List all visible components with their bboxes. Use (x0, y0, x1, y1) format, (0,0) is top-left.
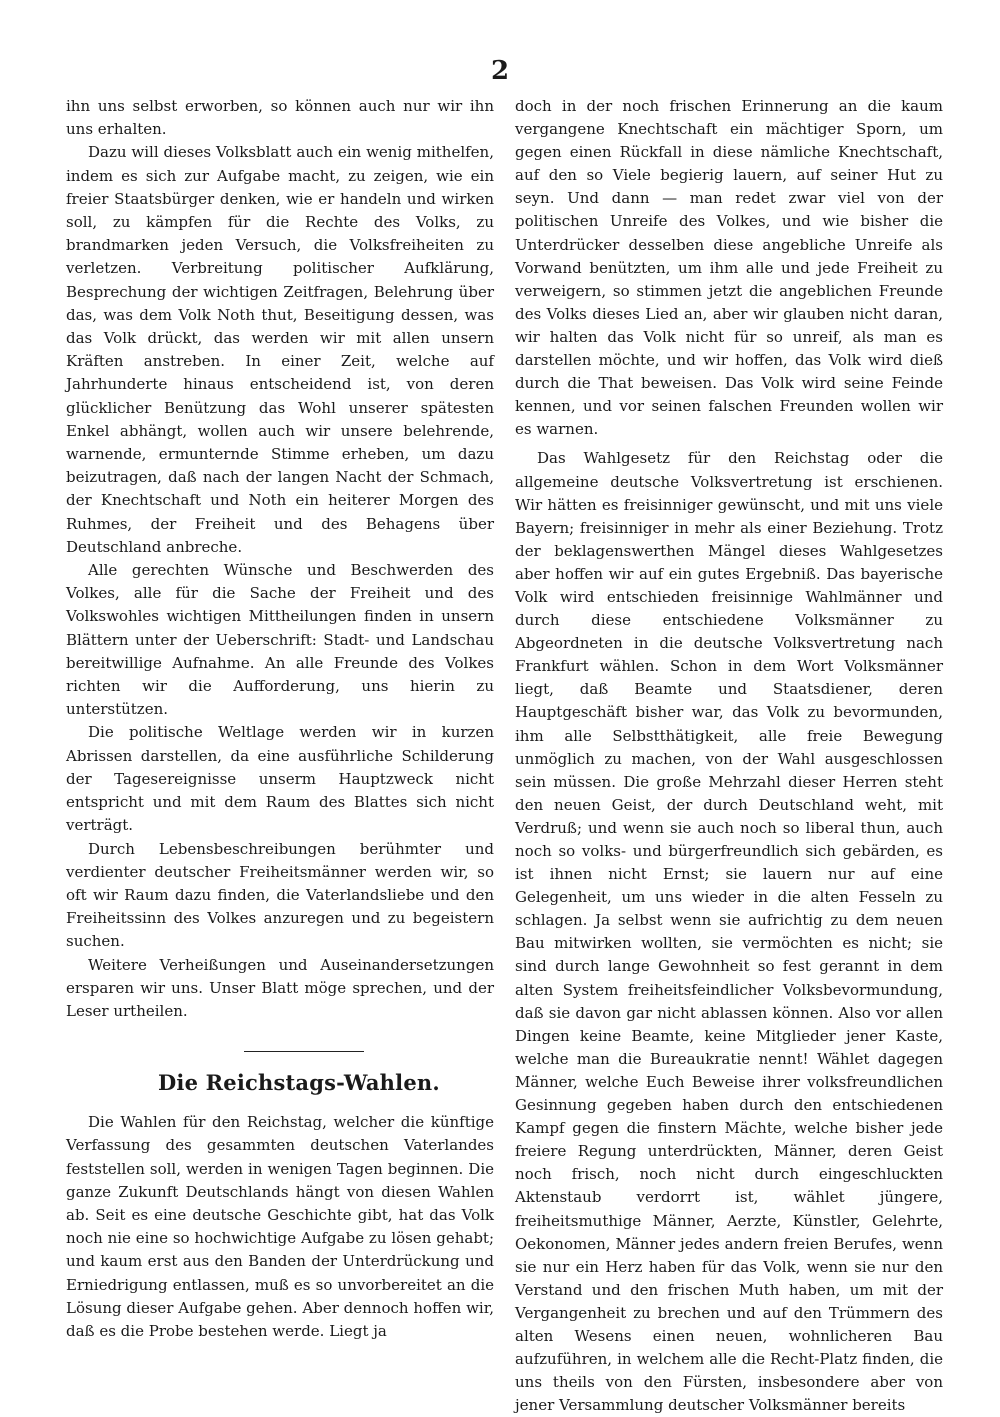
paragraph: Durch Lebensbeschreibungen berühmter und verdienter deutscher Freiheitsmänner werden wir, so oft wir Raum dazu finden, die Vaterlandsliebe und den Freiheitssinn des Volkes anzuregen und zu begeistern suchen. (66, 839, 494, 951)
section-heading: Die Reichstags-Wahlen. (158, 1070, 440, 1096)
paragraph: Weitere Verheißungen und Auseinandersetzungen ersparen wir uns. Unser Blatt möge sprechen, und der Leser urtheilen. (66, 955, 494, 1020)
paragraph: Die politische Weltlage werden wir in kurzen Abrissen darstellen, da eine ausführliche Schilderung der Tagesereignisse unserm Hauptzweck nicht entspricht und mit dem Raum des Blattes sich nicht verträgt. (66, 723, 494, 835)
paragraph: Das Wahlgesetz für den Reichstag oder die allgemeine deutsche Volksvertretung ist erschienen. Wir hätten es freisinniger gewünscht, und mit uns viele Bayern; freisinniger in mehr als einer Beziehung. Trotz der beklagenswerthen Mängel dieses Wahlgesetzes aber hoffen wir auf ein gutes Ergebniß. Das bayerische Volk wird entschieden freisinnige Wahlmänner und durch diese entschiedene Volksmänner zu Abgeordneten in die deutsche Volksvertretung nach Frankfurt wählen. Schon in dem Wort Volksmänner liegt, daß Beamte und Staatsdiener, deren Hauptgeschäft bisher war, das Volk zu bevormunden, ihm alle Selbstthätigkeit, alle freie Bewegung unmöglich zu machen, von der Wahl ausgeschlossen sein müssen. Die große Mehrzahl dieser Herren steht den neuen Geist, der durch Deutschland weht, mit Verdruß; und wenn sie auch noch so liberal thun, auch noch so volks- und bürgerfreundlich sich gebärden, es ist ihnen nicht Ernst; sie lauern nur auf eine Gelegenheit, um uns wieder in die alten Fesseln zu schlagen. Ja selbst wenn sie aufrichtig zu dem neuen Bau mitwirken wollten, sie vermöchten es nicht; sie sind durch lange Gewohnheit so fest gerannt in dem alten System freiheitsfeindlicher Volksbevormundung, daß sie davon gar nicht ablassen können. Also vor allen Dingen keine Beamte, keine Mitglieder jener Kaste, welche man die Bureaukratie nennt! Wählet dagegen Männer, welche Euch Beweise ihrer volksfreundlichen Gesinnung gegeben haben durch den entschiedenen Kampf gegen die finstern Mächte, welche bisher jede freiere Regung unterdrückten, Männer, deren Geist noch frisch, noch nicht durch eingeschluckten Aktenstaub verdorrt ist, wählet jüngere, freiheitsmuthige Männer, Aerzte, Künstler, Gelehrte, Oekonomen, Männer jedes andern freien Berufes, wenn sie nur ein Herz haben für das Volk, wenn sie nur den Verstand und den frischen Muth haben, um mit der Vergangenheit zu brechen und auf den Trümmern des alten Wesens einen neuen, wohnlicheren Bau aufzuführen, in welchem alle die Recht-Platz finden, die uns theils von den Fürsten, insbesondere aber von jener Versammlung deutscher Volksmänner bereits (515, 449, 943, 1415)
paragraph: Die Wahlen für den Reichstag, welcher die künftige Verfassung des gesammten deutschen Vaterlandes feststellen soll, werden in wenigen Tagen beginnen. Die ganze Zukunft Deutschlands hängt von diesen Wahlen ab. Seit es eine deutsche Geschichte gibt, hat das Volk noch nie eine so hochwichtige Aufgabe zu lösen gehabt; und kaum erst aus den Banden der Unterdrückung und Erniedrigung entlassen, muß es so unvorbereitet an die Lösung dieser Aufgabe gehen. Aber dennoch hoffen wir, daß es die Probe bestehen werde. Liegt ja (66, 1113, 494, 1340)
paragraph: Alle gerechten Wünsche und Beschwerden des Volkes, alle für die Sache der Freiheit und des Volkswohles wichtigen Mittheilungen finden in unsern Blättern unter der Ueberschrift: Stadt- und Landschau bereitwillige Aufnahme. An alle Freunde des Volkes richten wir die Aufforderung, uns hierin zu unterstützen. (66, 561, 494, 719)
right-column (515, 95, 943, 1415)
left-column (66, 95, 494, 1340)
paragraph: Dazu will dieses Volksblatt auch ein wenig mithelfen, indem es sich zur Aufgabe macht, zu zeigen, wie ein freier Staatsbürger denken, wie er handeln und wirken soll, zu kämpfen für die Rechte des Volks, zu brandmarken jeden Versuch, die Volksfreiheiten zu verletzen. Verbreitung politischer Aufklärung, Besprechung der wichtigen Zeitfragen, Belehrung über das, was dem Volk Noth thut, Beseitigung dessen, was das Volk drückt, das werden wir mit allen unsern Kräften anstreben. In einer Zeit, welche auf Jahrhunderte hinaus entscheidend ist, von deren glücklicher Benützung das Wohl unserer spätesten Enkel abhängt, wollen auch wir unsere belehrende, warnende, ermunternde Stimme erheben, um dazu beizutragen, daß nach der langen Nacht der Schmach, der Knechtschaft und Noth ein heiterer Morgen des Ruhmes, der Freiheit und des Behagens über Deutschland anbreche. (66, 143, 494, 556)
paragraph: ihn uns selbst erworben, so können auch nur wir ihn uns erhalten. (66, 97, 494, 139)
page-number: 2 (490, 56, 510, 86)
section-divider (66, 1023, 494, 1103)
horizontal-rule (244, 1051, 364, 1052)
paragraph: doch in der noch frischen Erinnerung an die kaum vergangene Knechtschaft ein mächtiger Sporn, um gegen einen Rückfall in diese nämliche Knechtschaft, auf den so Viele begierig lauern, auf seiner Hut zu seyn. Und dann — man redet zwar viel von der politischen Unreife des Volkes, und wie bisher die Unterdrücker desselben diese angebliche Unreife als Vorwand benützten, um ihm alle und jede Freiheit zu verweigern, so stimmen jetzt die angeblichen Freunde des Volks dieses Lied an, aber wir glauben nicht daran, wir halten das Volk nicht für so unreif, als man es darstellen möchte, und wir hoffen, das Volk wird dieß durch die That beweisen. Das Volk wird seine Feinde kennen, und vor seinen falschen Freunden wollen wir es warnen. (515, 97, 943, 439)
